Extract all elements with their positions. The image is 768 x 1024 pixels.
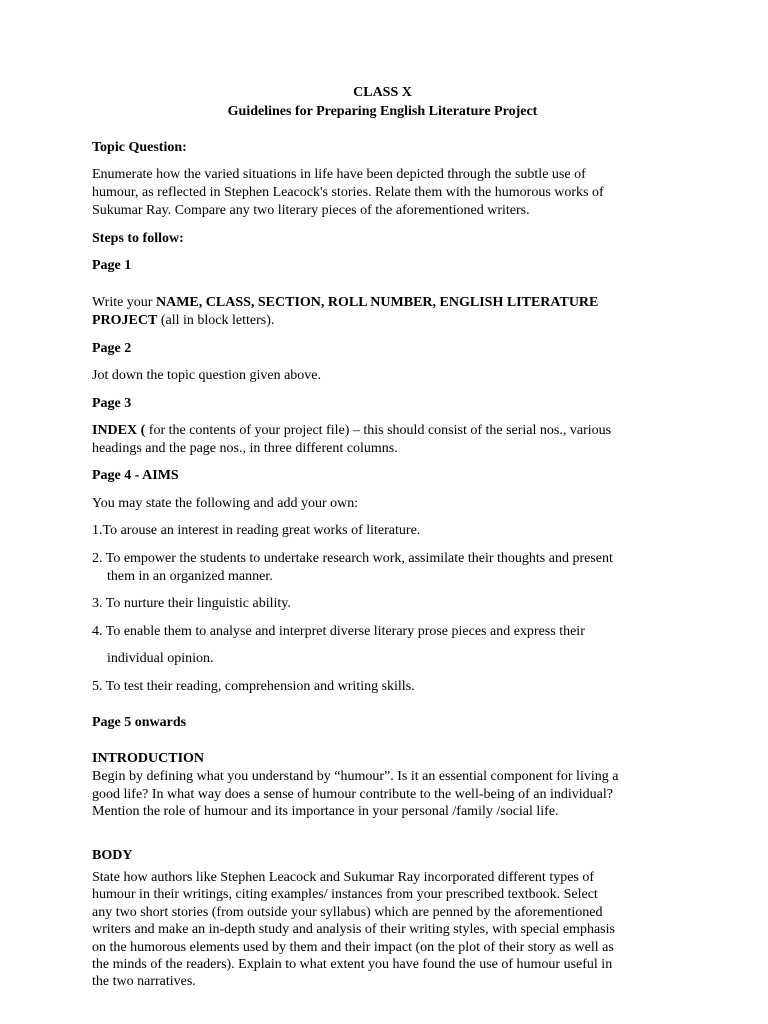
- page1-rest: (all in block letters).: [157, 313, 275, 328]
- page1-label: Page 1: [92, 258, 132, 273]
- aim-item: 5. To test their reading, comprehension and writing skills.: [92, 679, 415, 694]
- body-line: the minds of the readers). Explain to what extent you have found the use of humour useful in: [92, 957, 613, 972]
- topic-line: humour, as reflected in Stephen Leacock's stories. Relate them with the humorous works of: [92, 185, 604, 200]
- page1-line: [92, 294, 598, 311]
- page3-line: [92, 422, 611, 439]
- page3-line: headings and the page nos., in three different columns.: [92, 441, 398, 456]
- body-line: writers and make an in-depth study and analysis of their writing styles, with special emphasis: [92, 922, 615, 937]
- introduction-line: Mention the role of humour and its importance in your personal /family /social life.: [92, 804, 559, 819]
- page5-label: Page 5 onwards: [92, 715, 187, 730]
- page2-text: Jot down the topic question given above.: [92, 368, 322, 383]
- introduction-heading: INTRODUCTION: [92, 751, 205, 766]
- aim-item: 3. To nurture their linguistic ability.: [92, 596, 291, 611]
- page1-bold-project: PROJECT: [92, 313, 158, 328]
- body-line: on the humorous elements used by them and their impact (on the plot of their story as well as: [92, 940, 614, 955]
- aims-intro: You may state the following and add your own:: [92, 496, 359, 511]
- aim-item-continued: them in an organized manner.: [107, 569, 273, 584]
- index-label: INDEX (: [92, 423, 149, 438]
- aim-item-continued: individual opinion.: [107, 651, 214, 666]
- class-heading: CLASS X: [353, 85, 412, 100]
- page1-bold-fields: NAME, CLASS, SECTION, ROLL NUMBER, ENGLISH LITERATURE: [155, 295, 599, 310]
- introduction-line: Begin by defining what you understand by “humour”. Is it an essential component for living a: [92, 769, 619, 784]
- body-line: humour in their writings, citing examples/ instances from your prescribed textbook. Select: [92, 887, 598, 902]
- aim-item: 2. To empower the students to undertake research work, assimilate their thoughts and present: [92, 551, 613, 566]
- topic-line: Enumerate how the varied situations in life have been depicted through the subtle use of: [92, 167, 586, 182]
- body-heading: BODY: [92, 848, 133, 863]
- topic-line: Sukumar Ray. Compare any two literary pieces of the aforementioned writers.: [92, 203, 530, 218]
- page4-label: Page 4 - AIMS: [92, 468, 179, 483]
- body-line: the two narratives.: [92, 974, 196, 989]
- page2-label: Page 2: [92, 341, 132, 356]
- index-description: for the contents of your project file) – this should consist of the serial nos., various: [148, 423, 612, 438]
- aim-item: 4. To enable them to analyse and interpret diverse literary prose pieces and express their: [92, 624, 585, 639]
- page1-line: [92, 312, 274, 329]
- topic-question-label: Topic Question:: [92, 140, 187, 155]
- body-line: State how authors like Stephen Leacock and Sukumar Ray incorporated different types of: [92, 870, 595, 885]
- aim-item: 1.To arouse an interest in reading great works of literature.: [92, 523, 421, 538]
- page1-prefix: Write your: [92, 295, 156, 310]
- document-title: Guidelines for Preparing English Literature Project: [227, 104, 538, 119]
- steps-label: Steps to follow:: [92, 231, 184, 246]
- introduction-line: good life? In what way does a sense of humour contribute to the well-being of an individual?: [92, 787, 613, 802]
- body-line: any two short stories (from outside your syllabus) which are penned by the aforementioned: [92, 905, 603, 920]
- page3-label: Page 3: [92, 396, 132, 411]
